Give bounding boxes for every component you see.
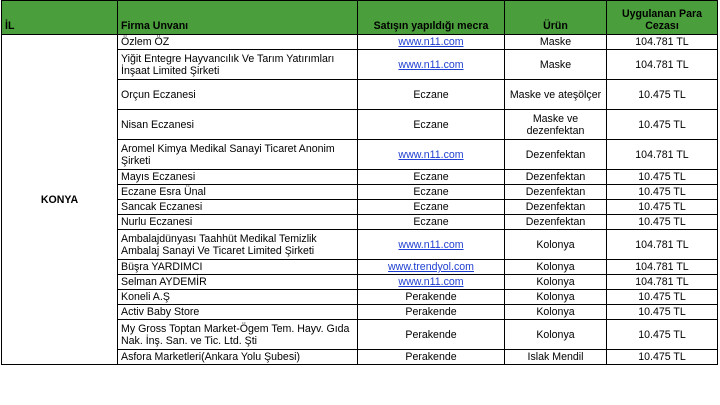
para-cezasi-cell: 104.781 TL <box>607 140 718 170</box>
urun-cell: Maske ve dezenfektan <box>505 110 607 140</box>
marketplace-link[interactable]: www.n11.com <box>398 238 464 251</box>
firma-unvani-cell: My Gross Toptan Market-Ögem Tem. Hayv. Gıda Nak. İnş. San. ve Tic. Ltd. Şti <box>118 320 358 350</box>
fines-table <box>1 0 718 365</box>
urun-cell: Dezenfektan <box>505 140 607 170</box>
province-cell: KONYA <box>2 35 118 365</box>
header-firma-unvani: Firma Unvanı <box>118 1 358 35</box>
urun-cell: Dezenfektan <box>505 170 607 185</box>
firma-unvani-cell: Nisan Eczanesi <box>118 110 358 140</box>
para-cezasi-cell: 10.475 TL <box>607 185 718 200</box>
firma-unvani-cell: Asfora Marketleri(Ankara Yolu Şubesi) <box>118 350 358 365</box>
para-cezasi-cell: 10.475 TL <box>607 320 718 350</box>
firma-unvani-cell: Ambalajdünyası Taahhüt Medikal Temizlik Ambalaj Sanayi Ve Ticaret Limited Şirketi <box>118 230 358 260</box>
marketplace-link[interactable]: www.n11.com <box>398 36 464 48</box>
marketplace-link[interactable]: www.n11.com <box>398 148 464 161</box>
urun-cell: Dezenfektan <box>505 215 607 230</box>
satis-mecrasi-cell: Perakende <box>358 350 505 365</box>
para-cezasi-cell: 10.475 TL <box>607 80 718 110</box>
header-para-cezasi: Uygulanan Para Cezası <box>607 1 718 35</box>
satis-mecrasi-cell: Eczane <box>358 80 505 110</box>
firma-unvani-cell: Büşra YARDIMCI <box>118 260 358 275</box>
para-cezasi-cell: 10.475 TL <box>607 290 718 305</box>
urun-cell: Dezenfektan <box>505 185 607 200</box>
satis-mecrasi-cell <box>358 140 505 170</box>
firma-unvani-cell: Eczane Esra Ünal <box>118 185 358 200</box>
para-cezasi-cell: 104.781 TL <box>607 260 718 275</box>
urun-cell: Maske ve ateşölçer <box>505 80 607 110</box>
urun-cell: Kolonya <box>505 230 607 260</box>
firma-unvani-cell: Aromel Kimya Medikal Sanayi Ticaret Anonim Şirketi <box>118 140 358 170</box>
para-cezasi-cell: 10.475 TL <box>607 170 718 185</box>
urun-cell: Maske <box>505 35 607 50</box>
urun-cell: Kolonya <box>505 320 607 350</box>
satis-mecrasi-cell: Perakende <box>358 320 505 350</box>
urun-cell: Kolonya <box>505 275 607 290</box>
urun-cell: Maske <box>505 50 607 80</box>
header-urun: Ürün <box>505 1 607 35</box>
firma-unvani-cell: Yiğit Entegre Hayvancılık Ve Tarım Yatırımları İnşaat Limited Şirketi <box>118 50 358 80</box>
satis-mecrasi-cell: Eczane <box>358 215 505 230</box>
satis-mecrasi-cell: Eczane <box>358 200 505 215</box>
marketplace-link[interactable]: www.n11.com <box>398 58 464 71</box>
urun-cell: Kolonya <box>505 305 607 320</box>
firma-unvani-cell: Nurlu Eczanesi <box>118 215 358 230</box>
header-il: İL <box>2 1 118 35</box>
satis-mecrasi-cell <box>358 50 505 80</box>
para-cezasi-cell: 104.781 TL <box>607 275 718 290</box>
para-cezasi-cell: 10.475 TL <box>607 350 718 365</box>
satis-mecrasi-cell <box>358 35 505 50</box>
firma-unvani-cell: Orçun Eczanesi <box>118 80 358 110</box>
satis-mecrasi-cell <box>358 230 505 260</box>
firma-unvani-cell: Koneli A.Ş <box>118 290 358 305</box>
firma-unvani-cell: Özlem ÖZ <box>118 35 358 50</box>
para-cezasi-cell: 10.475 TL <box>607 110 718 140</box>
firma-unvani-cell: Sancak Eczanesi <box>118 200 358 215</box>
urun-cell: Dezenfektan <box>505 200 607 215</box>
para-cezasi-cell: 104.781 TL <box>607 230 718 260</box>
satis-mecrasi-cell: Eczane <box>358 185 505 200</box>
urun-cell: Kolonya <box>505 290 607 305</box>
header-satis-mecrasi: Satışın yapıldığı mecra <box>358 1 505 35</box>
firma-unvani-cell: Mayıs Eczanesi <box>118 170 358 185</box>
para-cezasi-cell: 10.475 TL <box>607 215 718 230</box>
fines-table-body <box>2 1 718 365</box>
satis-mecrasi-cell: Eczane <box>358 110 505 140</box>
satis-mecrasi-cell: Eczane <box>358 170 505 185</box>
firma-unvani-cell: Selman AYDEMİR <box>118 275 358 290</box>
table-row <box>2 35 718 50</box>
satis-mecrasi-cell: Perakende <box>358 305 505 320</box>
urun-cell: Islak Mendil <box>505 350 607 365</box>
marketplace-link[interactable]: www.trendyol.com <box>388 261 474 273</box>
para-cezasi-cell: 10.475 TL <box>607 200 718 215</box>
urun-cell: Kolonya <box>505 260 607 275</box>
satis-mecrasi-cell <box>358 260 505 275</box>
satis-mecrasi-cell <box>358 275 505 290</box>
para-cezasi-cell: 104.781 TL <box>607 35 718 50</box>
header-row <box>2 1 718 35</box>
firma-unvani-cell: Activ Baby Store <box>118 305 358 320</box>
satis-mecrasi-cell: Perakende <box>358 290 505 305</box>
marketplace-link[interactable]: www.n11.com <box>398 276 464 288</box>
para-cezasi-cell: 104.781 TL <box>607 50 718 80</box>
para-cezasi-cell: 10.475 TL <box>607 305 718 320</box>
